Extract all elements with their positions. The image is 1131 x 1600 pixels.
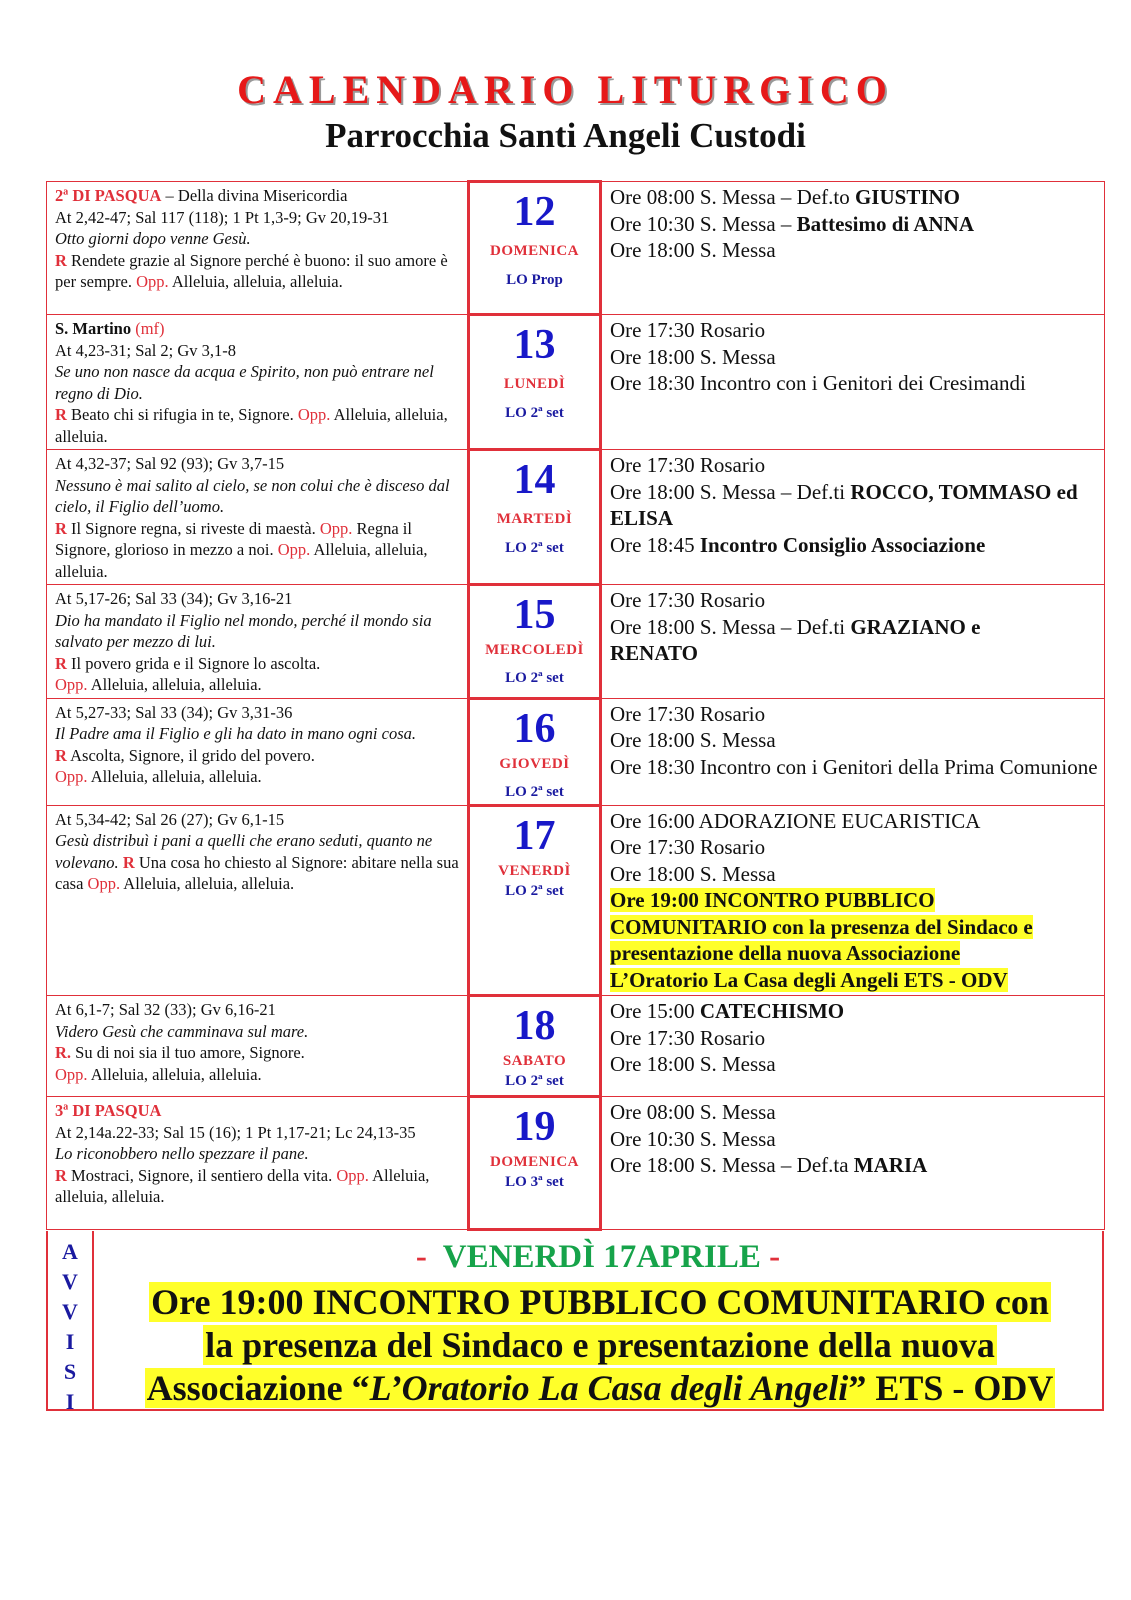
readings: At 4,23-31; Sal 2; Gv 3,1-8 (55, 340, 237, 360)
event-line: Ore 18:45 Incontro Consiglio Associazione (610, 532, 986, 557)
readings: At 6,1-7; Sal 32 (33); Gv 6,16-21 (55, 1000, 276, 1019)
response-mark: R (122, 852, 135, 872)
opp-mark: Opp. (55, 675, 88, 694)
opp-mark: Opp. (136, 272, 169, 291)
readings: At 2,14a.22-33; Sal 15 (16); 1 Pt 1,17-21; Lc 24,13-35 (55, 1122, 416, 1142)
event-line: Ore 17:30 Rosario (610, 318, 766, 342)
day-cell (469, 450, 601, 585)
event-line: Ore 18:00 S. Messa (610, 344, 776, 369)
calendar-row (47, 315, 1105, 450)
opp-text: Alleluia, alleluia, alleluia. (120, 874, 295, 893)
event-line: Ore 10:30 S. Messa – Battesimo di ANNA (610, 211, 974, 236)
response-mark: R. (55, 1043, 72, 1062)
event-line: Ore 17:30 Rosario (610, 1025, 766, 1050)
weekday-name: DOMENICA (490, 1154, 579, 1170)
events-cell (601, 805, 1105, 996)
page-title: CALENDARIO LITURGICO (237, 67, 894, 112)
liturgy-cell (47, 1097, 469, 1230)
day-cell (469, 315, 601, 450)
day-number: 18 (513, 1003, 556, 1049)
liturgy-of-hours: LO 2ª set (505, 670, 564, 686)
opp-mark: Opp. (336, 1165, 369, 1185)
liturgy-of-hours: LO 2ª set (505, 540, 564, 556)
response-mark: R (55, 745, 67, 765)
liturgy-cell (47, 315, 469, 450)
gospel-antiphon: Otto giorni dopo venne Gesù. (55, 229, 251, 248)
event-line: Ore 17:30 Rosario (610, 588, 766, 612)
liturgy-of-hours: LO Prop (506, 272, 563, 288)
psalm-response: Il povero grida e il Signore lo ascolta. (66, 653, 321, 673)
day-number: 15 (513, 592, 556, 638)
opp-text: Alleluia, alleluia, alleluia. (55, 1165, 430, 1206)
opp-mark: Opp. (55, 1064, 88, 1084)
event-line: Ore 18:00 S. Messa (610, 728, 776, 752)
events-cell (601, 450, 1105, 585)
readings: At 4,32-37; Sal 92 (93); Gv 3,7-15 (55, 454, 285, 473)
weekday-name: LUNEDÌ (503, 376, 566, 392)
opp-text: Alleluia, alleluia, alleluia. (55, 405, 448, 446)
events-cell (601, 698, 1105, 805)
liturgy-cell (47, 805, 469, 996)
readings: At 5,34-42; Sal 26 (27); Gv 6,1-15 (55, 809, 285, 829)
weekday-name: MARTEDÌ (496, 511, 573, 527)
response-mark: R (55, 1165, 67, 1185)
liturgy-of-hours: LO 3ª set (505, 1174, 564, 1190)
calendar-row (47, 1097, 1105, 1230)
day-cell (469, 996, 601, 1097)
day-cell (469, 1097, 601, 1230)
liturgy-of-hours: LO 2ª set (505, 783, 564, 800)
event-line: Ore 08:00 S. Messa (610, 1100, 776, 1124)
event-line: Ore 18:00 S. Messa – Def.ti ROCCO, TOMMASO ed ELISA (610, 479, 1078, 530)
events-cell (601, 315, 1105, 450)
opp-text: Alleluia, alleluia, alleluia. (87, 1064, 262, 1084)
opp-mark: Opp. (87, 874, 121, 893)
response-mark: R (55, 518, 67, 538)
psalm-response: Il Signore regna, si riveste di maestà. (66, 518, 320, 538)
event-line: Ore 17:30 Rosario (610, 835, 766, 859)
opp-text: Alleluia, alleluia, alleluia. (168, 272, 343, 291)
liturgy-cell (47, 698, 469, 805)
event-line: Ore 15:00 CATECHISMO (610, 999, 845, 1023)
response-mark: R (55, 250, 67, 270)
day-cell (469, 805, 601, 996)
day-number: 12 (513, 189, 556, 235)
opp-text: Alleluia, alleluia, alleluia. (87, 767, 262, 786)
day-number: 17 (513, 812, 556, 859)
events-cell (601, 585, 1105, 699)
day-cell (469, 182, 601, 315)
event-line: Ore 18:00 S. Messa (610, 1052, 776, 1076)
opp-mark: Opp. (297, 405, 331, 424)
event-line: Ore 18:00 S. Messa (610, 861, 776, 886)
event-line: Ore 10:30 S. Messa (610, 1126, 776, 1151)
feast-rank: (mf) (131, 319, 165, 338)
liturgy-cell (47, 182, 469, 315)
gospel-antiphon: Videro Gesù che camminava sul mare. (55, 1021, 309, 1041)
liturgy-cell (47, 996, 469, 1097)
gospel-antiphon: Nessuno è mai salito al cielo, se non colui che è disceso dal cielo, il Figlio dell’uomo. (55, 475, 450, 516)
liturgy-of-hours: LO 2ª set (505, 1073, 564, 1089)
opp-text: Alleluia, alleluia, alleluia. (55, 540, 428, 581)
opp-mark: Opp. (277, 540, 311, 559)
gospel-antiphon: Il Padre ama il Figlio e gli ha dato in mano ogni cosa. (55, 724, 416, 743)
day-number: 16 (513, 705, 556, 752)
calendar-row (47, 698, 1105, 805)
psalm-response: Mostraci, Signore, il sentiero della vita. (66, 1165, 337, 1185)
notice-body: Ore 19:00 INCONTRO PUBBLICO COMUNITARIO con la presenza del Sindaco e presentazione della nuova Associazione “L’Oratorio La Casa degli Angeli” ETS - ODV (146, 1282, 1054, 1408)
parish-name: Parrocchia Santi Angeli Custodi (325, 116, 806, 155)
weekday-name: SABATO (502, 1053, 567, 1069)
psalm-response: Rendete grazie al Signore perché è buono: il suo amore è per sempre. (55, 250, 448, 291)
event-line: Ore 18:00 S. Messa – Def.ti GRAZIANO e RENATO (610, 614, 981, 665)
liturgy-cell (47, 450, 469, 585)
feast-heading: S. Martino (55, 319, 132, 338)
opp-mark: Opp. (319, 518, 353, 538)
event-line: Ore 17:30 Rosario (610, 701, 766, 726)
liturgy-of-hours: LO 2ª set (505, 405, 564, 421)
calendar-row (47, 996, 1105, 1097)
calendar-row (47, 450, 1105, 585)
response-mark: R (55, 405, 67, 424)
calendar-row (47, 585, 1105, 699)
event-line: Ore 18:30 Incontro con i Genitori dei Cresimandi (610, 371, 1026, 395)
psalm-response: Ascolta, Signore, il grido del povero. (66, 745, 315, 765)
event-line: Ore 16:00 ADORAZIONE EUCARISTICA (610, 808, 981, 833)
event-line: Ore 18:00 S. Messa – Def.ta MARIA (610, 1153, 928, 1177)
events-cell (601, 1097, 1105, 1230)
liturgical-calendar-table (46, 180, 1105, 1231)
weekday-name: MERCOLEDÌ (485, 642, 584, 658)
gospel-antiphon: Dio ha mandato il Figlio nel mondo, perché il mondo sia salvato per mezzo di lui. (55, 610, 432, 651)
liturgy-cell (47, 585, 469, 699)
day-number: 14 (513, 457, 556, 503)
readings: At 2,42-47; Sal 117 (118); 1 Pt 1,3-9; Gv 20,19-31 (55, 207, 390, 227)
event-line: Ore 18:30 Incontro con i Genitori della Prima Comunione (610, 754, 1098, 779)
liturgy-of-hours: LO 2ª set (505, 882, 564, 899)
day-number: 19 (513, 1104, 556, 1150)
response-mark: R (55, 653, 67, 673)
day-number: 13 (513, 322, 556, 368)
weekday-name: VENERDÌ (498, 862, 571, 879)
opp-text: Alleluia, alleluia, alleluia. (87, 675, 262, 694)
day-cell (469, 698, 601, 805)
calendar-row (47, 182, 1105, 315)
calendar-row (47, 805, 1105, 996)
events-cell (601, 182, 1105, 315)
feast-heading: 2ª DI PASQUA (55, 186, 162, 205)
psalm-response: Beato chi si rifugia in te, Signore. (66, 405, 298, 424)
notices-label: A V V I S I (48, 1231, 94, 1409)
events-cell (601, 996, 1105, 1097)
notices-box (46, 1231, 1104, 1414)
readings: At 5,27-33; Sal 33 (34); Gv 3,31-36 (55, 702, 293, 722)
day-cell (469, 585, 601, 699)
weekday-name: DOMENICA (490, 243, 579, 259)
psalm-response: Una cosa ho chiesto al Signore: abitare nella sua casa (55, 852, 459, 893)
feast-heading: 3ª DI PASQUA (55, 1101, 162, 1120)
gospel-antiphon: Gesù distribuì i pani a quelli che erano seduti, quanto ne volevano. (55, 831, 433, 872)
psalm-response: Su di noi sia il tuo amore, Signore. (71, 1043, 305, 1062)
gospel-antiphon: Se uno non nasce da acqua e Spirito, non può entrare nel regno di Dio. (55, 362, 434, 403)
notice-heading: - VENERDÌ 17APRILE - (415, 1239, 781, 1275)
event-line: Ore 17:30 Rosario (610, 453, 766, 477)
event-line: Ore 18:00 S. Messa (610, 238, 776, 262)
weekday-name: GIOVEDÌ (499, 755, 570, 772)
opp-text: Regna il Signore, glorioso in mezzo a noi. (55, 518, 412, 559)
feast-subtitle: – Della divina Misericordia (161, 186, 348, 205)
event-line: Ore 08:00 S. Messa – Def.to GIUSTINO (610, 185, 960, 209)
highlighted-event: Ore 19:00 INCONTRO PUBBLICO COMUNITARIO con la presenza del Sindaco e presentazione della nuova Associazione L’Oratorio La Casa degli Angeli ETS - ODV (610, 888, 1033, 992)
opp-mark: Opp. (55, 767, 88, 786)
readings: At 5,17-26; Sal 33 (34); Gv 3,16-21 (55, 589, 293, 608)
gospel-antiphon: Lo riconobbero nello spezzare il pane. (55, 1144, 309, 1163)
